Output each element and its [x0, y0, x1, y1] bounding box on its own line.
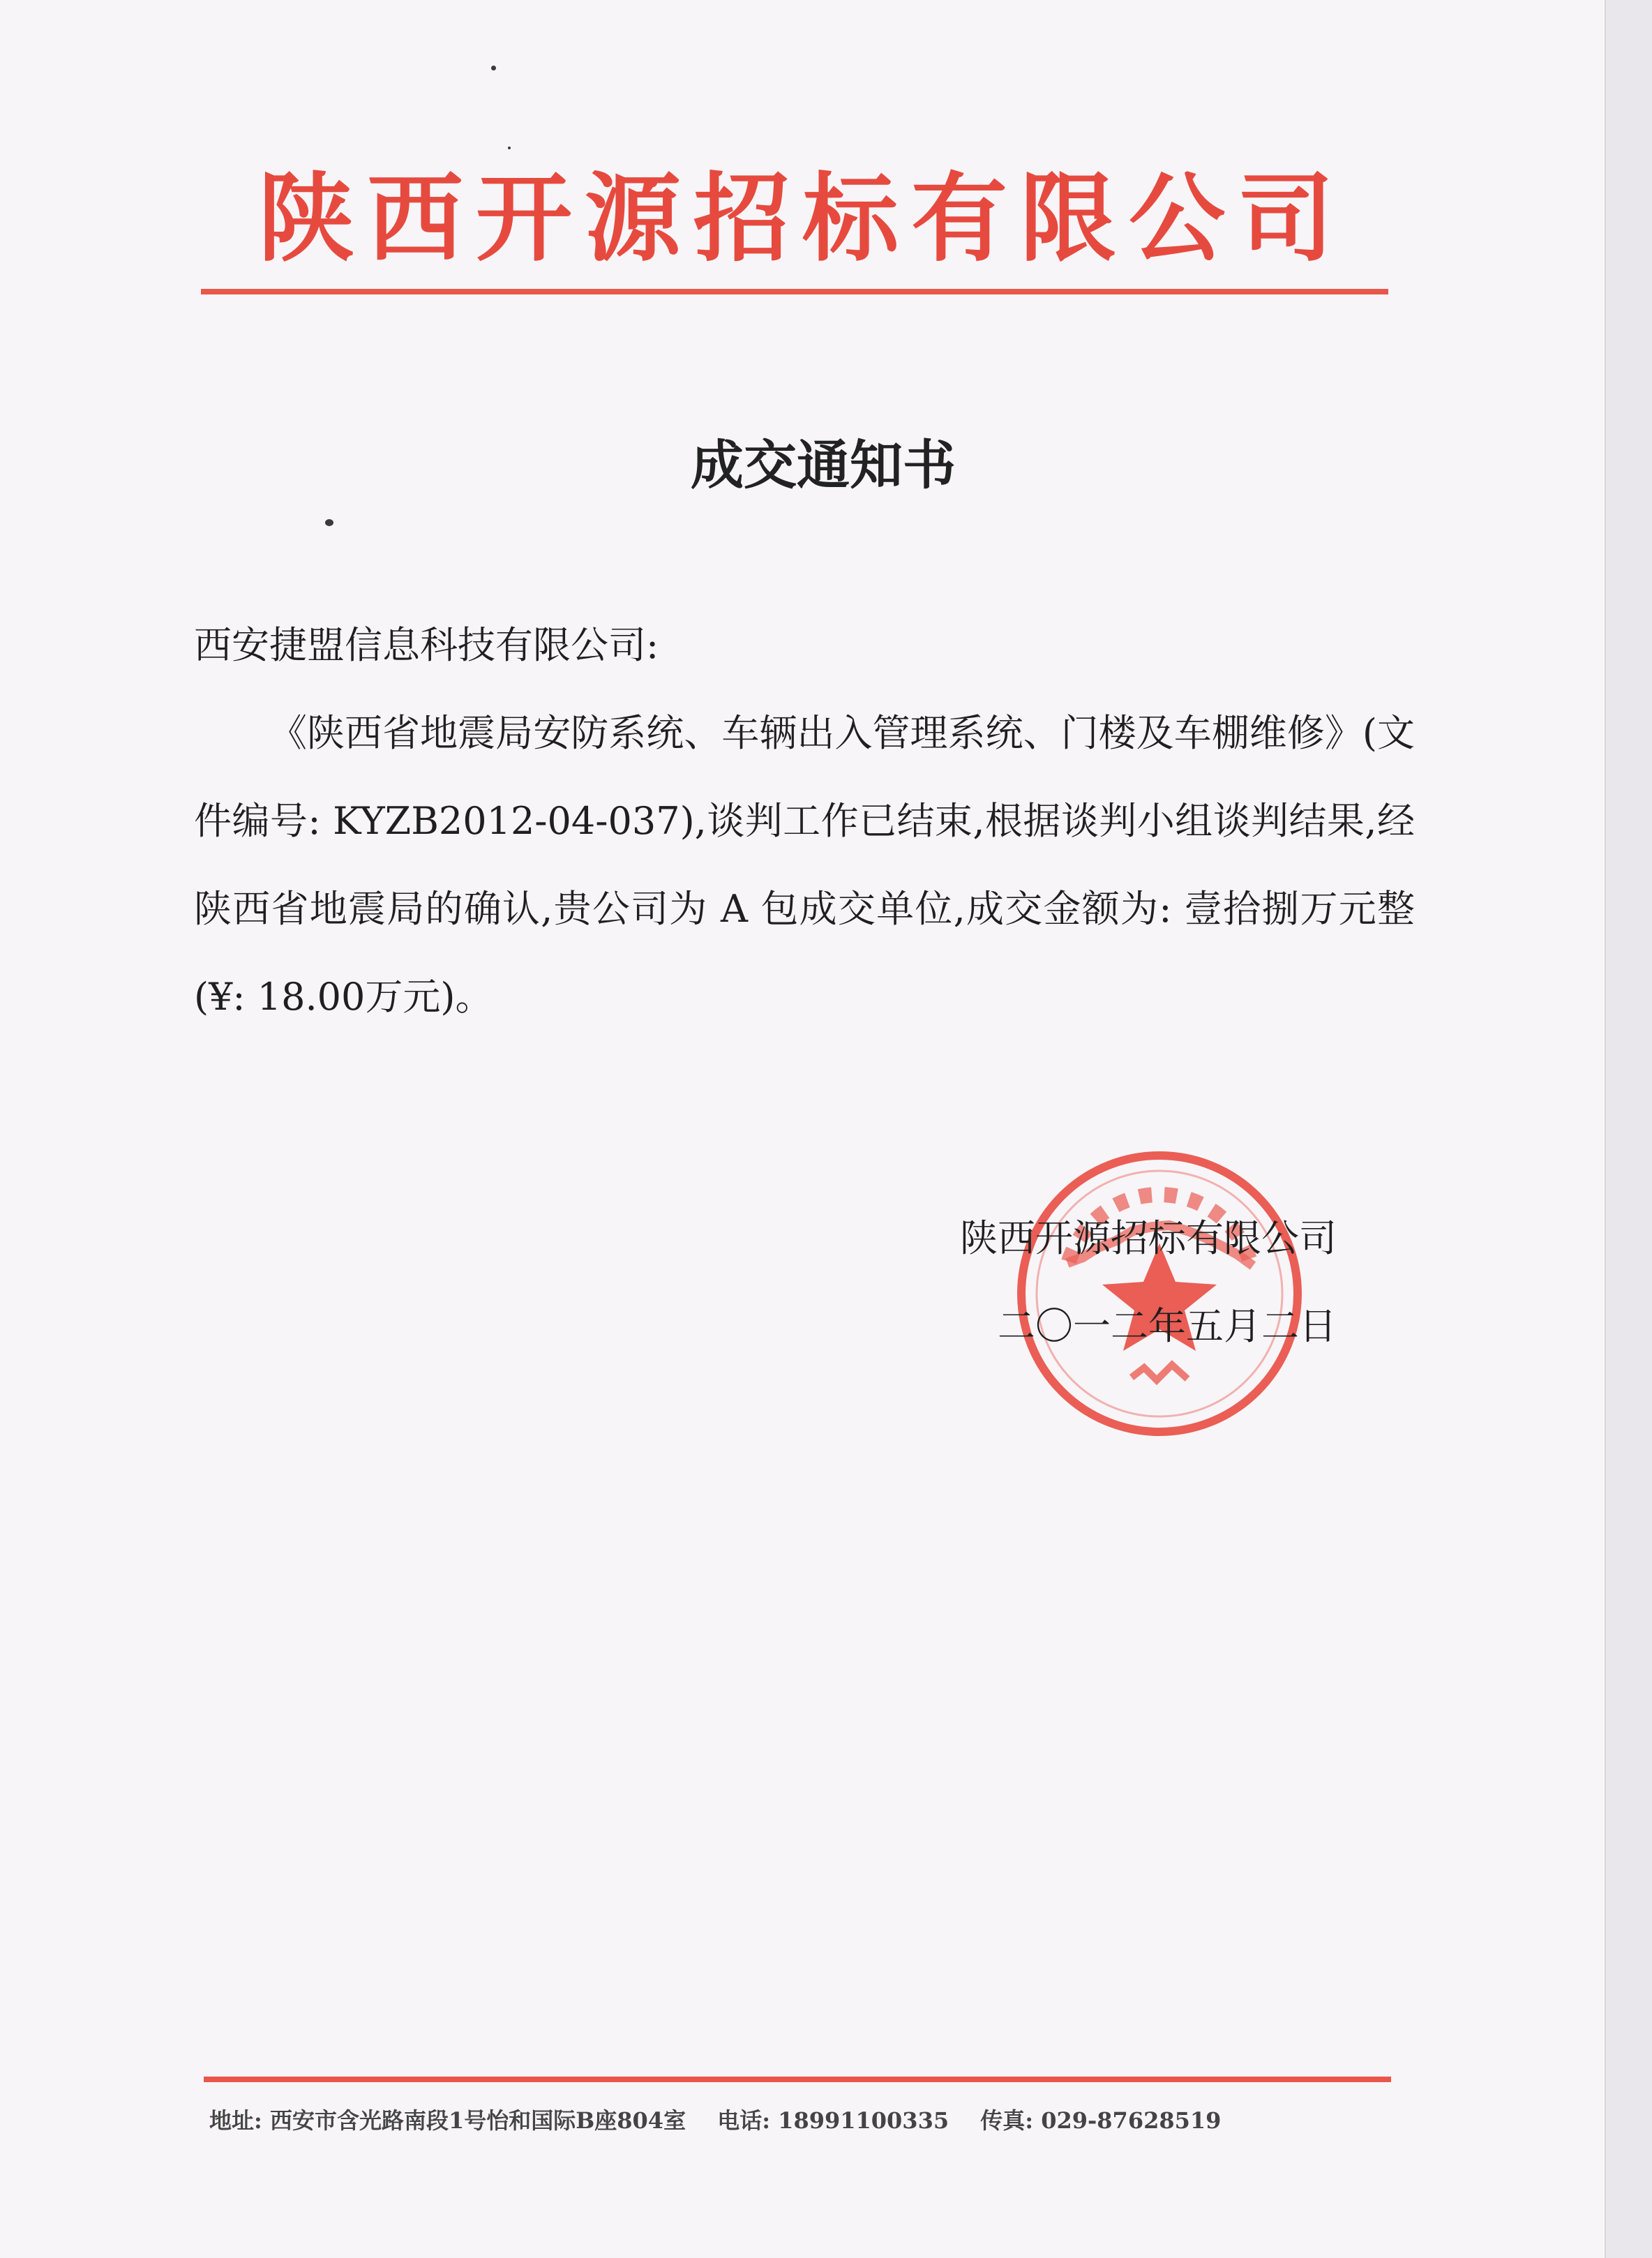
signature-organization: 陕西开源招标有限公司 [960, 1216, 1337, 1260]
footer-phone: 电话: 18991100335 [717, 2107, 949, 2134]
document-title: 成交通知书 [691, 434, 956, 496]
contact-footer [209, 2103, 1395, 2138]
signature-date: 二〇一二年五月二日 [998, 1304, 1337, 1348]
letter-body [194, 601, 1415, 1041]
scanner-edge [1605, 0, 1652, 2258]
scan-speck [491, 66, 496, 70]
footer-divider [204, 2077, 1391, 2082]
recipient-salutation: 西安捷盟信息科技有限公司: [194, 623, 659, 667]
header-divider [201, 289, 1388, 294]
scan-speck [508, 147, 511, 149]
company-letterhead: 陕西开源招标有限公司 [257, 166, 1346, 271]
notice-paragraph: 《陕西省地震局安防系统、车辆出入管理系统、门楼及车棚维修》(文件编号: KYZB2012-04-037),谈判工作已结束,根据谈判小组谈判结果,经陕西省地震局的确认,贵公司为 A 包成交单位,成交金额为: 壹拾捌万元整(¥: 18.00万元)。 [194, 711, 1415, 1019]
footer-address: 地址: 西安市含光路南段1号怡和国际B座804室 [209, 2107, 686, 2134]
scan-speck [325, 519, 333, 526]
signature-block [904, 1195, 1337, 1370]
footer-fax: 传真: 029-87628519 [980, 2107, 1222, 2134]
